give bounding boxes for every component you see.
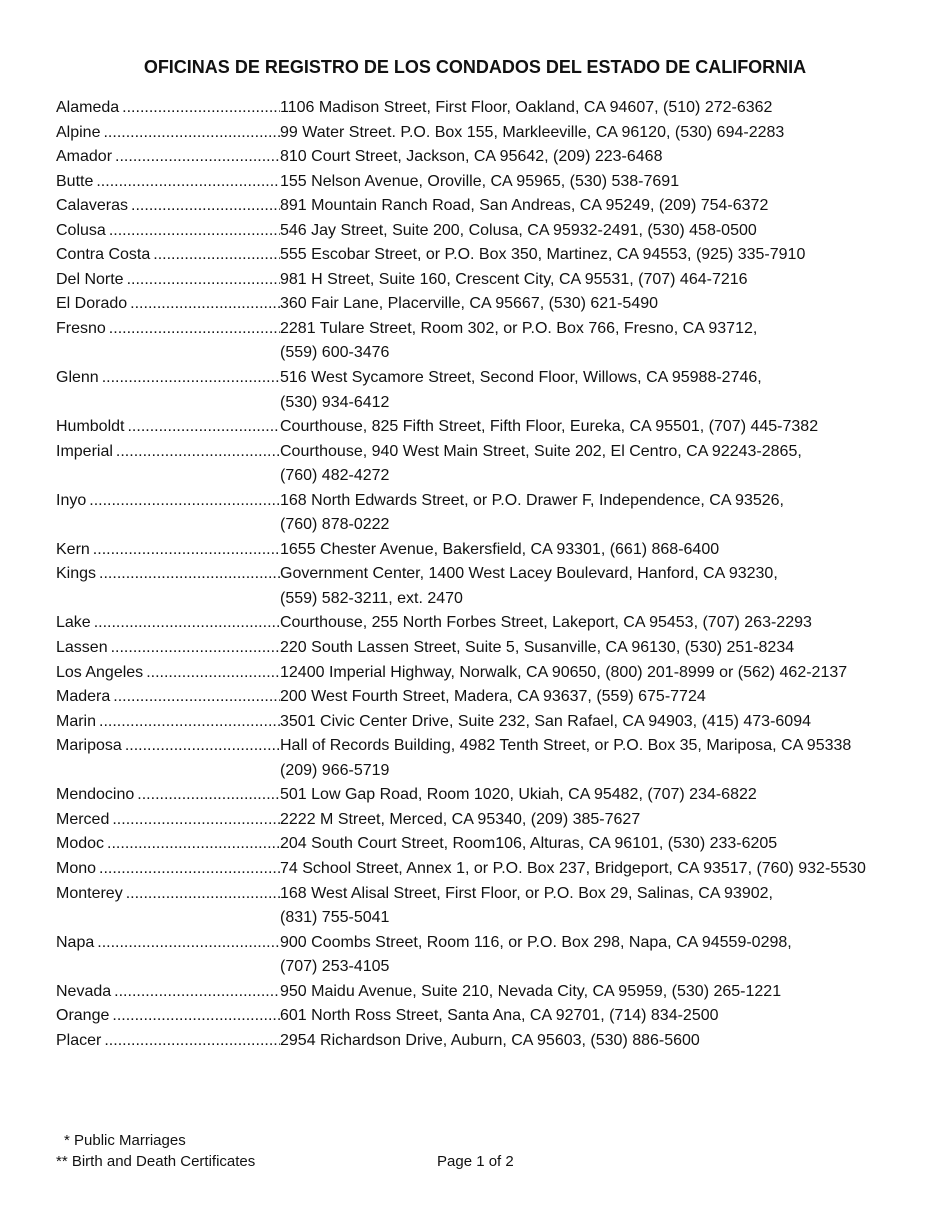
county-name-cell <box>56 857 280 882</box>
county-address: 2222 M Street, Merced, CA 95340, (209) 385-7627 <box>280 810 641 828</box>
county-name-cell <box>56 882 280 907</box>
county-name-cell <box>56 96 280 121</box>
county-name-cell <box>56 808 280 833</box>
county-name-cell <box>56 317 280 342</box>
county-address: 546 Jay Street, Suite 200, Colusa, CA 95932-2491, (530) 458-0500 <box>280 221 757 239</box>
county-row <box>56 611 916 636</box>
county-name: Napa <box>56 933 95 951</box>
county-address: 950 Maidu Avenue, Suite 210, Nevada City, CA 95959, (530) 265-1221 <box>280 982 782 1000</box>
county-row <box>56 96 916 121</box>
dot-leader <box>89 489 280 514</box>
county-name: Marin <box>56 712 97 730</box>
dot-leader <box>99 562 280 587</box>
county-name-cell <box>56 440 280 465</box>
dot-leader <box>127 268 280 293</box>
county-address: 204 South Court Street, Room106, Alturas, CA 96101, (530) 233-6205 <box>280 835 778 853</box>
county-row <box>56 808 916 833</box>
county-name-cell <box>56 194 280 219</box>
county-name: Butte <box>56 172 94 190</box>
dot-leader <box>109 219 280 244</box>
county-name: Kern <box>56 540 90 558</box>
county-name-cell <box>56 734 280 759</box>
dot-leader <box>102 366 280 391</box>
county-row <box>56 268 916 293</box>
county-name: Inyo <box>56 491 87 509</box>
county-address: 360 Fair Lane, Placerville, CA 95667, (530) 621-5490 <box>280 295 659 313</box>
dot-leader <box>114 980 280 1005</box>
county-address: 810 Court Street, Jackson, CA 95642, (209) 223-6468 <box>280 148 663 166</box>
county-row <box>56 710 916 735</box>
page-title: OFICINAS DE REGISTRO DE LOS CONDADOS DEL ESTADO DE CALIFORNIA <box>143 57 807 77</box>
county-row <box>56 1004 916 1029</box>
county-row <box>56 121 916 146</box>
county-address: 516 West Sycamore Street, Second Floor, Willows, CA 95988-2746, (530) 934-6412 <box>280 369 762 411</box>
county-address: 1655 Chester Avenue, Bakersfield, CA 93301, (661) 868-6400 <box>280 540 720 558</box>
footnote-public-marriages: * Public Marriages <box>64 1132 186 1149</box>
county-name: Alpine <box>56 123 101 141</box>
dot-leader <box>93 538 280 563</box>
county-name-cell <box>56 661 280 686</box>
county-row <box>56 194 916 219</box>
county-name: Fresno <box>56 319 106 337</box>
dot-leader <box>112 808 280 833</box>
dot-leader <box>130 292 280 317</box>
county-row <box>56 317 916 366</box>
county-name: Del Norte <box>56 270 124 288</box>
county-name: Colusa <box>56 221 106 239</box>
county-name: Imperial <box>56 442 113 460</box>
county-name-cell <box>56 562 280 587</box>
county-name-cell <box>56 415 280 440</box>
county-address: 900 Coombs Street, Room 116, or P.O. Box 298, Napa, CA 94559-0298, (707) 253-4105 <box>280 933 792 976</box>
county-row <box>56 243 916 268</box>
county-address: 168 West Alisal Street, First Floor, or P.O. Box 29, Salinas, CA 93902, (831) 755-5041 <box>280 884 773 927</box>
dot-leader <box>116 440 280 465</box>
county-address: 99 Water Street. P.O. Box 155, Markleeville, CA 96120, (530) 694-2283 <box>280 123 785 141</box>
county-row <box>56 734 916 783</box>
county-name-cell <box>56 489 280 514</box>
county-address: 601 North Ross Street, Santa Ana, CA 92701, (714) 834-2500 <box>280 1007 719 1025</box>
county-address: 1106 Madison Street, First Floor, Oakland, CA 94607, (510) 272-6362 <box>280 99 773 116</box>
county-name-cell <box>56 170 280 195</box>
county-name: Lassen <box>56 639 108 657</box>
county-name: Modoc <box>56 835 105 853</box>
county-row <box>56 661 916 686</box>
dot-leader <box>104 1029 280 1054</box>
county-name-cell <box>56 121 280 146</box>
county-row <box>56 882 916 931</box>
county-row <box>56 1029 916 1054</box>
county-row <box>56 538 916 563</box>
county-address: 200 West Fourth Street, Madera, CA 93637, (559) 675-7724 <box>280 688 706 706</box>
county-name: El Dorado <box>56 295 128 313</box>
dot-leader <box>99 710 280 735</box>
county-name-cell <box>56 243 280 268</box>
dot-leader <box>113 685 280 710</box>
county-row <box>56 980 916 1005</box>
county-name-cell <box>56 832 280 857</box>
dot-leader <box>96 170 280 195</box>
county-name-cell <box>56 685 280 710</box>
county-name-cell <box>56 636 280 661</box>
county-row <box>56 832 916 857</box>
county-row <box>56 783 916 808</box>
county-name-cell <box>56 611 280 636</box>
county-name: Mariposa <box>56 737 122 755</box>
county-name: Kings <box>56 565 97 583</box>
dot-leader <box>103 121 280 146</box>
dot-leader <box>126 882 280 907</box>
county-name: Lake <box>56 614 91 632</box>
county-address: 155 Nelson Avenue, Oroville, CA 95965, (530) 538-7691 <box>280 172 680 190</box>
county-name-cell <box>56 366 280 391</box>
county-row <box>56 292 916 317</box>
county-row <box>56 562 916 611</box>
dot-leader <box>125 734 280 759</box>
county-address: 3501 Civic Center Drive, Suite 232, San Rafael, CA 94903, (415) 473-6094 <box>280 712 811 730</box>
county-address: 2281 Tulare Street, Room 302, or P.O. Box 766, Fresno, CA 93712, (559) 600-3476 <box>280 319 758 362</box>
county-row <box>56 219 916 244</box>
county-row <box>56 145 916 170</box>
county-name: Alameda <box>56 99 120 116</box>
county-row <box>56 857 916 882</box>
county-row <box>56 489 916 538</box>
county-name: Los Angeles <box>56 663 144 681</box>
county-name-cell <box>56 1029 280 1054</box>
county-name: Mendocino <box>56 786 135 804</box>
dot-leader <box>99 857 280 882</box>
county-address: 12400 Imperial Highway, Norwalk, CA 90650, (800) 201-8999 or (562) 462-2137 <box>280 663 848 681</box>
dot-leader <box>94 611 280 636</box>
county-name-cell <box>56 292 280 317</box>
county-name: Calaveras <box>56 197 129 215</box>
dot-leader <box>146 661 280 686</box>
dot-leader <box>112 1004 280 1029</box>
county-name-cell <box>56 268 280 293</box>
footnote-birth-death-certificates: ** Birth and Death Certificates <box>56 1153 256 1170</box>
county-row <box>56 931 916 980</box>
county-address: 501 Low Gap Road, Room 1020, Ukiah, CA 95482, (707) 234-6822 <box>280 786 757 804</box>
county-name-cell <box>56 1004 280 1029</box>
dot-leader <box>153 243 280 268</box>
county-row <box>56 170 916 195</box>
county-address: 168 North Edwards Street, or P.O. Drawer F, Independence, CA 93526, (760) 878-0222 <box>280 491 784 534</box>
footer-notes <box>56 1130 255 1172</box>
dot-leader <box>115 145 280 170</box>
county-row <box>56 685 916 710</box>
county-address: 555 Escobar Street, or P.O. Box 350, Martinez, CA 94553, (925) 335-7910 <box>280 246 806 264</box>
county-row <box>56 366 916 415</box>
county-name: Merced <box>56 810 110 828</box>
county-name: Placer <box>56 1031 102 1049</box>
county-name-cell <box>56 980 280 1005</box>
county-name-cell <box>56 219 280 244</box>
county-list <box>56 96 916 1053</box>
county-row <box>56 636 916 661</box>
county-name: Nevada <box>56 982 112 1000</box>
county-address: 74 School Street, Annex 1, or P.O. Box 237, Bridgeport, CA 93517, (760) 932-5530 <box>280 859 866 877</box>
county-address: Courthouse, 255 North Forbes Street, Lakeport, CA 95453, (707) 263-2293 <box>280 614 812 632</box>
county-name: Madera <box>56 688 111 706</box>
county-address: 220 South Lassen Street, Suite 5, Susanville, CA 96130, (530) 251-8234 <box>280 639 795 657</box>
county-address: 2954 Richardson Drive, Auburn, CA 95603, (530) 886-5600 <box>280 1031 700 1049</box>
county-row <box>56 415 916 440</box>
county-row <box>56 440 916 489</box>
county-name-cell <box>56 710 280 735</box>
dot-leader <box>137 783 280 808</box>
county-name-cell <box>56 783 280 808</box>
county-name-cell <box>56 538 280 563</box>
county-name-cell <box>56 931 280 956</box>
county-address: 891 Mountain Ranch Road, San Andreas, CA 95249, (209) 754-6372 <box>280 197 769 215</box>
dot-leader <box>97 931 280 956</box>
county-name: Glenn <box>56 369 99 387</box>
county-name: Humboldt <box>56 418 125 436</box>
county-address: Courthouse, 940 West Main Street, Suite 202, El Centro, CA 92243-2865, (760) 482-4272 <box>280 442 802 485</box>
county-name: Mono <box>56 859 97 877</box>
dot-leader <box>127 415 280 440</box>
county-address: Government Center, 1400 West Lacey Boulevard, Hanford, CA 93230, (559) 582-3211, ext. 2470 <box>280 565 778 607</box>
county-name: Amador <box>56 148 113 166</box>
dot-leader <box>122 96 280 121</box>
county-address: 981 H Street, Suite 160, Crescent City, CA 95531, (707) 464-7216 <box>280 270 748 288</box>
county-name: Monterey <box>56 884 123 902</box>
dot-leader <box>109 317 280 342</box>
county-name: Contra Costa <box>56 246 151 264</box>
county-name-cell <box>56 145 280 170</box>
dot-leader <box>131 194 280 219</box>
county-name: Orange <box>56 1007 110 1025</box>
dot-leader <box>111 636 280 661</box>
county-address: Courthouse, 825 Fifth Street, Fifth Floor, Eureka, CA 95501, (707) 445-7382 <box>280 418 819 436</box>
page-number: Page 1 of 2 <box>437 1153 514 1170</box>
dot-leader <box>107 832 280 857</box>
county-address: Hall of Records Building, 4982 Tenth Street, or P.O. Box 35, Mariposa, CA 95338 (209) 966-5719 <box>280 737 852 779</box>
